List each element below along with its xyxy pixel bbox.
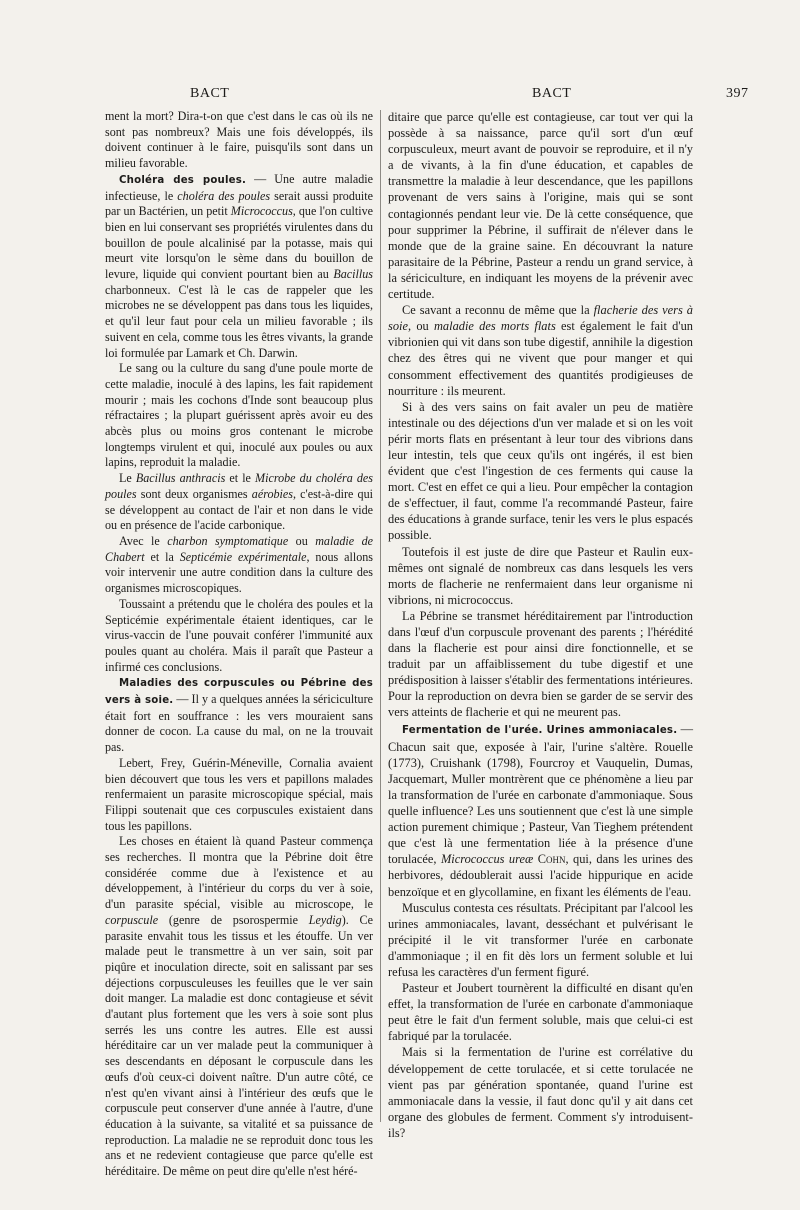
text: ). Ce parasite envahit tous les tissus et les étouffe. Un ver malade peut le transmettre à un ver sain, soit par piqûre et inoculation directe, soit en salissant par ses déjections corpusculeuses les feuilles que le ver sain doit manger. La maladie est donc contagieuse et sévit d'autant plus fortement que les vers à soie sont plus serrés les uns contre les autres. Elle est aussi héréditaire car un ver malade peut la communiquer à ses descendants en déposant le corpuscule dans les œufs d'où ceux-ci doivent naître. D'un autre côté, ce n'est qu'en vivant ainsi à l'intérieur des œufs que le corpuscule peut conserver d'une année à l'autre, d'une éducation à la suivante, sa vitalité et sa puissance de reproduction. La maladie ne se reproduit donc tous les ans et ne redevient contagieuse que parce qu'elle est héréditaire. De même on peut dire qu'elle n'est héré- xyxy=(105,912,373,1179)
italic-term: flacherie des vers à soie xyxy=(388,303,693,334)
text: serait aussi produite par un Bactérien, un petit xyxy=(105,188,374,219)
text: Le xyxy=(119,471,136,486)
right-column xyxy=(388,109,693,1141)
paragraph-fermentation-uree xyxy=(388,721,693,900)
italic-term: maladie des morts flats xyxy=(433,319,556,334)
author-name: Cohn xyxy=(537,852,566,867)
paragraph-cholera-des-poules xyxy=(105,172,373,361)
paragraph: Musculus contesta ces résultats. Précipitant par l'alcool les urines ammoniacales, lavant, desséchant et pulvérisant le précipité il le vit transformer l'urée en carbonate d'ammoniaque ; il en fit dès lors un ferment soluble et lui refusa les caractères d'un ferment figuré. xyxy=(388,900,693,979)
paragraph: Mais si la fermentation de l'urine est corrélative du développement de cette torulacée, et si cette torulacée ne vient pas par génération spontanée, quand l'urine est ammoniacale dans la vessie, il faut donc qu'il y ait dans cet organe des globules de ferment. Comment s'y introduisent-ils? xyxy=(388,1045,693,1140)
paragraph-pebrine xyxy=(105,675,373,756)
italic-term: Leydig xyxy=(308,912,342,927)
paragraph: ment la mort? Dira-t-on que c'est dans le cas où ils ne sont pas nombreux? Mais une fois développés, ils doivent continuer à le faire, puisqu'ils sont dans un milieu favorable. xyxy=(105,109,373,171)
paragraph xyxy=(105,834,373,1179)
text: (genre de psorospermie xyxy=(158,912,309,927)
italic-term: choléra des poules xyxy=(177,188,271,203)
paragraph: Pasteur et Joubert tournèrent la difficulté en disant qu'en effet, la transformation de l'urée en carbonate d'ammoniaque peut être le fait d'un ferment soluble, mais que celui-ci est fabriqué par la torulacée. xyxy=(388,981,693,1044)
section-heading: Choléra des poules. xyxy=(119,174,247,186)
text: — Une autre maladie infectieuse, le xyxy=(105,171,373,203)
paragraph: Si à des vers sains on fait avaler un peu de matière intestinale ou des déjections d'un ver malade et si on les voit périr morts flats en présentant à leur tour des vibrions dans leur intestin, tels que ceux qu'ils ont ingérés, il est bien évident que c'est l'ingestion de ces ferments qui cause la mort. C'est en effet ce qui a lieu. Pour empêcher la contagion de s'effectuer, il faut, comme l'a recommandé Pasteur, faire des éducations à grande surface, tenir les vers le plus espacés possible. xyxy=(388,399,693,543)
text: , que l'on cultive bien en lui conservant ses propriétés virulentes dans du bouillon de poule alcalinisé par la potasse, mais qui meurt vite lorsqu'on le sème dans du bouillon de levure, liquide qui convient pourtant bien au xyxy=(105,204,373,282)
text: , qui, dans les urines des herbivores, dédoublerait aussi l'acide hippurique en acide benzoïque et en glycollamine, en fixant les éléments de l'eau. xyxy=(388,852,693,899)
paragraph xyxy=(388,302,693,399)
text: Les choses en étaient là quand Pasteur commença ses recherches. Il montra que la Pébrine doit être considérée comme due à l'existence et au développement, à l'intérieur du corps du ver à soie, d'un parasite spécial, visible au microscope, le xyxy=(105,834,373,912)
paragraph: Le sang ou la culture du sang d'une poule morte de cette maladie, inoculé à des lapins, les fait rapidement mourir ; mais les cochons d'Inde sont beaucoup plus réfractaires ; la plupart guérissent après avoir eu des abcès plus ou moins gros contenant le microbe longtemps virulent et qui, inoculé aux poules ou aux lapins, reproduit la maladie. xyxy=(105,361,373,470)
left-column xyxy=(105,109,373,1180)
paragraph: La Pébrine se transmet héréditairement par l'introduction dans l'œuf d'un corpuscule provenant des parents ; l'hérédité dans la flacherie est pour ainsi dire fonctionnelle, et se traduit par un affaiblissement du tube digestif et une prédisposition à laisser s'établir des fermentations intérieures. Pour la reproduction on devra bien se garder de se servir des vers atteints de flacherie et qui ne meurent pas. xyxy=(388,608,693,720)
italic-term: Micrococcus xyxy=(230,204,293,219)
text: , nous allons voir intervenir une autre condition dans la culture des organismes microscopiques. xyxy=(105,549,374,596)
italic-term: Micrococcus ureæ xyxy=(440,852,534,867)
column-divider xyxy=(380,110,381,1122)
paragraph: Toussaint a prétendu que le choléra des poules et la Septicémie expérimentale étaient identiques, car le virus-vaccin de l'une pouvait conférer l'immunité aux poules quant au choléra. Mais il paraît que Pasteur a infirmé ces conclusions. xyxy=(105,596,373,674)
text: ou xyxy=(288,533,316,548)
text: charbonneux. C'est là le cas de rappeler que les microbes ne se développent pas dans tous les liquides, et qu'il leur faut pour cela un milieu favorable ; ils suivent en cela, comme tous les êtres vivants, la grande loi formulée par Lamark et Ch. Darwin. xyxy=(105,282,373,360)
section-heading: Maladies des corpuscules ou Pébrine des vers à soie. xyxy=(105,678,373,707)
text: est également le fait d'un vibrionien qui vit dans son tube digestif, annihile la digestion chez des êtres qui ne vivent que pour manger et qui consomment effectivement des quantités prodigieuses de nourriture : ils meurent. xyxy=(388,319,693,398)
text: et le xyxy=(225,471,256,486)
italic-term: charbon symptomatique xyxy=(167,533,289,548)
text: — Il y a quelques années la sériciculture était fort en souffrance : les vers mouraient sans donner de cocon. La cause du mal, on ne la trouvait pas. xyxy=(105,692,373,755)
text: , c'est-à-dire qui se développent au contact de l'air et non dans le vide ou en présence de l'acide carbonique. xyxy=(105,486,373,533)
section-heading: Fermentation de l'urée. Urines ammoniacales. xyxy=(402,724,678,736)
paragraph xyxy=(105,534,373,597)
text: sont deux organismes xyxy=(136,486,252,501)
text: Avec le xyxy=(119,533,168,548)
page-number: 397 xyxy=(726,86,749,101)
italic-term: Microbe du choléra des poules xyxy=(105,471,373,501)
italic-term: Bacillus xyxy=(333,267,373,282)
italic-term: maladie de Chabert xyxy=(105,533,374,564)
running-head xyxy=(0,86,800,106)
italic-term: Septicémie expérimentale xyxy=(179,549,307,564)
text: , ou xyxy=(407,319,434,334)
text: et la xyxy=(144,549,180,564)
paragraph xyxy=(105,471,373,534)
text: Ce savant a reconnu de même que la xyxy=(402,303,594,318)
text: — Chacun sait que, exposée à l'air, l'urine s'altère. Rouelle (1773), Cruishank (1798), Fourcroy et Vauquelin, Dumas, Jacquemart, Muller montrèrent que ce phénomène a lieu par la transformation de l'urée en carbonate d'ammoniaque. Sous quelle influence? Les uns soutiennent que c'est là une simple action purement chimique ; Pasteur, Van Tieghem prétendent que c'est là une fermentation liée à la présence d'une torulacée, xyxy=(388,721,693,867)
paragraph: Lebert, Frey, Guérin-Méneville, Cornalia avaient bien découvert que tous les vers et papillons malades renfermaient un parasite microscopique spécial, mais Filippi soutenait que ces corpuscules existaient dans tous les papillons. xyxy=(105,755,373,833)
italic-term: aérobies xyxy=(251,486,293,501)
italic-term: Bacillus anthracis xyxy=(135,471,226,486)
running-head-center: BACT xyxy=(532,86,572,101)
running-head-left: BACT xyxy=(190,86,230,101)
italic-term: corpuscule xyxy=(105,912,159,927)
paragraph: Toutefois il est juste de dire que Pasteur et Raulin eux-mêmes ont signalé de nombreux cas dans lesquels les vers morts de flacherie ne renfermaient dans leur organisme ni vibrions, ni micrococcus. xyxy=(388,544,693,607)
paragraph: ditaire que parce qu'elle est contagieuse, car tout ver qui la possède à sa naissance, parce qu'il sort d'un œuf corpusculeux, meurt avant de pouvoir se reproduire, et il n'y a de vivants, à la fin d'une éducation, et capables de transmettre la maladie à leur descendance, que les papillons provenant de vers sains à l'origine, mais qui se sont contagionnés pendant leur vie. De là cette conséquence, que pour supprimer la Pébrine, il suffirait de n'élever dans le monde que de la graine saine. En découvrant la nature parasitaire de la Pébrine, Pasteur a rendu un grand service, à la sériciculture, en indiquant les moyens de la prévenir avec certitude. xyxy=(388,110,693,302)
